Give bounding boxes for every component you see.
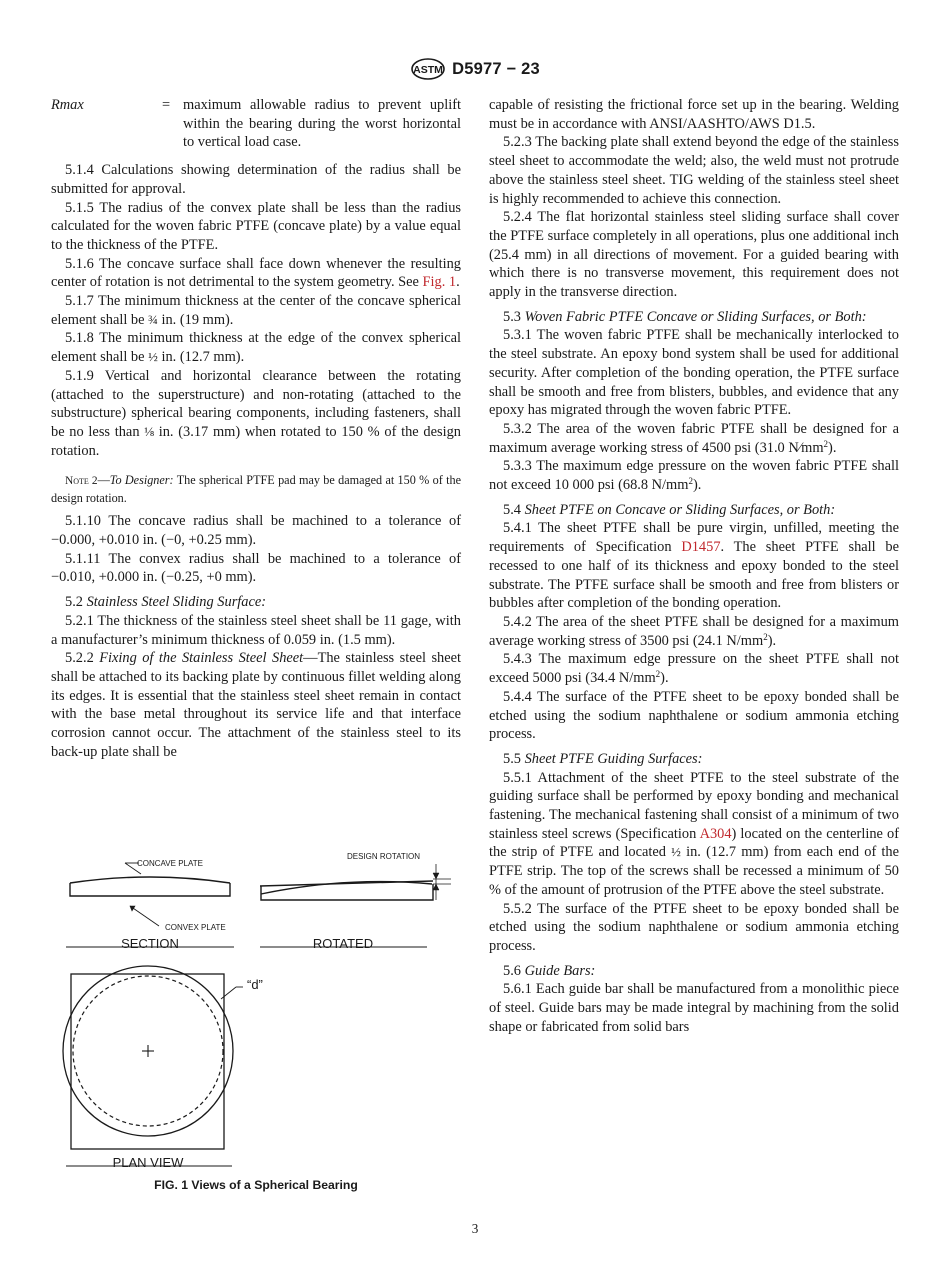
rotation-arrow-down-icon [433,873,439,879]
label-section: SECTION [121,936,179,951]
para-5-3-2 [489,420,899,457]
para-5-4-3 [489,650,899,687]
rmax-term: Rmax [51,97,84,113]
para-5-5-1 [489,769,899,900]
heading-5-5-title: Sheet PTFE Guiding Surfaces: [524,750,703,767]
para-5-1-5: 5.1.5 The radius of the convex plate shall be less than the radius calculated for the woven fabric PTFE (concave plate) by a value equal to the thickness of the PTFE. [51,199,461,253]
para-5-2-1: 5.2.1 The thickness of the stainless steel sheet shall be 11 gage, with a manufacturer’s minimum thickness of 0.059 in. (1.5 mm). [51,612,461,648]
spherical-bearing-drawing [51,846,461,1186]
para-5-4-3-text: 5.4.3 The maximum edge pressure on the sheet PTFE shall not exceed 5000 psi (34.4 N/mm [489,651,899,687]
rmax-def: maximum allowable radius to prevent uplift within the bearing during the worst horizontal to vertical load case. [183,97,461,151]
para-5-6-1: 5.6.1 Each guide bar shall be manufactured from a monolithic piece of steel. Guide bars may be made integral by machining from the solid shape or fabricated from solid bars [489,981,899,1035]
para-5-3-3-text: 5.3.3 The maximum edge pressure on the woven fabric PTFE shall not exceed 10 000 psi (68.8 N/mm [489,458,899,494]
heading-5-3-num: 5.3 [503,308,525,325]
note-label: Note 2 [65,475,98,488]
para-5-1-6 [51,255,461,292]
label-d: “d” [247,977,263,992]
para-5-1-7 [51,292,461,329]
label-plan-view: PLAN VIEW [112,1155,184,1170]
heading-5-6-title: Guide Bars: [524,962,596,979]
leader-d [221,987,236,999]
para-5-5-1-end: in. (12.7 mm) from each end of the PTFE strip. The top of the screws shall be recessed a minimum of 50 % of the amount of protrusion of the PTFE above the steel substrate. [489,844,900,898]
fraction-one-eighth: ⅛ [144,423,154,439]
para-5-4-1-text: 5.4.1 The sheet PTFE shall be pure virgin, unfilled, meeting the requirements of Specification [489,520,899,556]
para-5-3-2-end: ). [828,439,837,456]
para-5-1-6-text: 5.1.6 The concave surface shall face down whenever the resulting center of rotation is not detrimental to the system geometry. See [51,255,461,291]
para-5-1-8 [51,329,461,366]
para-5-1-10: 5.1.10 The concave radius shall be machined to a tolerance of −0.000, +0.010 in. (−0, +0.25 mm). [51,513,461,549]
plan-view [63,966,263,1170]
note-2 [51,472,461,506]
para-5-2-2-num: 5.2.2 [65,650,100,667]
para-5-1-6-end: . [456,274,460,291]
right-column [489,96,899,1036]
a304-link[interactable]: A304 [699,825,732,842]
fraction-one-half: ½ [148,349,158,365]
logo-text: ASTM [413,64,443,76]
heading-5-4-title: Sheet PTFE on Concave or Sliding Surfaces, or Both: [524,501,836,518]
leader-convex [130,906,159,926]
heading-5-5-num: 5.5 [503,750,525,767]
para-5-1-9-end: in. (3.17 mm) when rotated to 150 % of the design rotation. [51,423,461,459]
superscript: 2 [688,476,693,487]
fraction-three-quarters: ¾ [148,311,158,327]
astm-logo-icon [410,58,446,80]
fraction-one-half: ½ [671,844,681,860]
para-5-4-4: 5.4.4 The surface of the PTFE sheet to be epoxy bonded shall be etched using the sodium naphthalene or sodium ammonia etching process. [489,688,899,743]
note-text: The spherical PTFE pad may be damaged at 150 % of the design rotation. [51,473,462,505]
para-5-2-4: 5.2.4 The flat horizontal stainless steel sliding surface shall cover the PTFE surface completely in all operations, plus one additional inch (25.4 mm) in all directions of movement. For a guided bearing with which there is no transverse movement, this requirement does not apply in the transverse direction. [489,209,899,301]
heading-5-2-num: 5.2 [65,594,87,611]
page-number: 3 [471,1221,479,1236]
note-dash: — [97,473,110,488]
section-view [66,859,234,951]
label-design-rotation: DESIGN ROTATION [347,852,421,861]
heading-5-2 [51,593,461,612]
label-convex-plate: CONVEX PLATE [165,923,226,932]
fig-1-link[interactable]: Fig. 1 [422,274,457,291]
note-italic: To Designer: [109,473,174,488]
heading-5-5 [489,750,899,769]
superscript: 2 [655,669,661,680]
para-5-4-2-text: 5.4.2 The area of the sheet PTFE shall be designed for a maximum average working stress of 3500 psi (24.1 N/mm [489,613,899,649]
para-5-4-1 [489,519,899,613]
para-5-3-2-text: 5.3.2 The area of the woven fabric PTFE shall be designed for a maximum average working stress of 4500 psi (31.0 N⁄mm [489,420,899,456]
figure-1 [51,846,461,1191]
para-5-5-1-mid: ) located on the centerline of the strip of PTFE and located [489,825,900,861]
para-5-4-1-end: . The sheet PTFE shall be recessed to one half of its thickness and epoxy bonded to the steel substrate. The PTFE surface shall be smooth and free from blisters or bubbles after completion of the bonding operation. [489,539,899,612]
rmax-equals: = [162,97,171,113]
heading-5-6 [489,962,899,981]
heading-5-2-title: Stainless Steel Sliding Surface: [86,594,267,611]
para-5-2-3: 5.2.3 The backing plate shall extend beyond the edge of the stainless steel sheet to accommodate the weld; also, the weld must not protrude above the stainless steel sheet. TIG welding of the stainless steel sheet is highly recommended to achieve this connection. [489,134,899,207]
para-5-5-2: 5.5.2 The surface of the PTFE sheet to be epoxy bonded shall be etched using the sodium naphthalene or sodium ammonia etching process. [489,900,899,954]
para-5-3-1: 5.3.1 The woven fabric PTFE shall be mechanically interlocked to the steel substrate. An epoxy bond system shall be used for additional security. After completion of the bonding operation, the PTFE surface shall be smooth and free from blisters, bubbles, and evidence that any epoxy has migrated through the woven fabric PTFE. [489,327,899,419]
para-5-3-3 [489,457,899,494]
para-5-1-4: 5.1.4 Calculations showing determination of the radius shall be submitted for approval. [51,162,461,197]
left-column [51,96,461,762]
para-5-4-2-end: ). [767,632,777,649]
heading-5-3 [489,308,899,327]
para-5-1-8-end: in. (12.7 mm). [157,349,245,366]
rotated-base [261,884,433,900]
label-rotated: ROTATED [312,936,374,951]
para-continuation: capable of resisting the frictional force set up in the bearing. Welding must be in accordance with ANSI/AASHTO/AWS D1.5. [489,97,899,132]
heading-5-4 [489,501,899,520]
para-5-4-3-end: ). [660,670,669,687]
para-5-2-2 [51,649,461,761]
heading-5-4-num: 5.4 [503,501,525,518]
para-5-1-11: 5.1.11 The convex radius shall be machined to a tolerance of −0.010, +0.000 in. (−0.25, +0 mm). [51,550,461,586]
para-5-1-8-text: 5.1.8 The minimum thickness at the edge of the convex spherical element shall be [51,330,461,366]
convex-plate-curve [70,877,230,883]
rotation-arrow-up-icon [433,884,439,890]
concave-plate-outline [70,883,230,896]
para-5-3-3-end: ). [692,477,702,494]
standard-designation: D5977 − 23 [452,59,540,78]
superscript: 2 [823,438,829,449]
label-concave-plate: CONCAVE PLATE [137,859,203,868]
para-5-2-2-text: —The stainless steel sheet shall be attached to its backing plate by continuous fillet welding along its edges. It is essential that the stainless steel sheet remain in contact with the base metal throughout its service life and that interface corrosion cannot occur. The attachment of the stainless steel to its back-up plate shall be [51,650,462,760]
plan-square [71,974,224,1149]
page-header [0,58,950,80]
d1457-link[interactable]: D1457 [681,539,721,556]
heading-5-6-num: 5.6 [503,962,525,979]
rotated-view [260,852,451,951]
heading-5-3-title: Woven Fabric PTFE Concave or Sliding Surfaces, or Both: [524,308,867,325]
para-5-4-2 [489,613,899,650]
para-5-5-1-text: 5.5.1 Attachment of the sheet PTFE to the steel substrate of the guiding surface shall be performed by epoxy bonding and mechanical fastening. The mechanical fastening shall consist of a minimum of two stainless steel screws (Specification [489,769,899,842]
superscript: 2 [763,631,768,642]
rmax-definition [51,96,461,152]
para-5-2-2-title: Fixing of the Stainless Steel Sheet [99,650,304,667]
para-5-1-9 [51,367,461,461]
figure-caption: FIG. 1 Views of a Spherical Bearing [154,1178,358,1192]
para-5-1-7-end: in. (19 mm). [157,311,234,328]
para-5-1-9-text: 5.1.9 Vertical and horizontal clearance between the rotating (attached to the superstructure) and non-rotating (attached to the substructure) spherical bearing components, including fasteners, shall be no less than [51,367,461,440]
para-5-1-7-text: 5.1.7 The minimum thickness at the center of the concave spherical element shall be [51,293,461,328]
